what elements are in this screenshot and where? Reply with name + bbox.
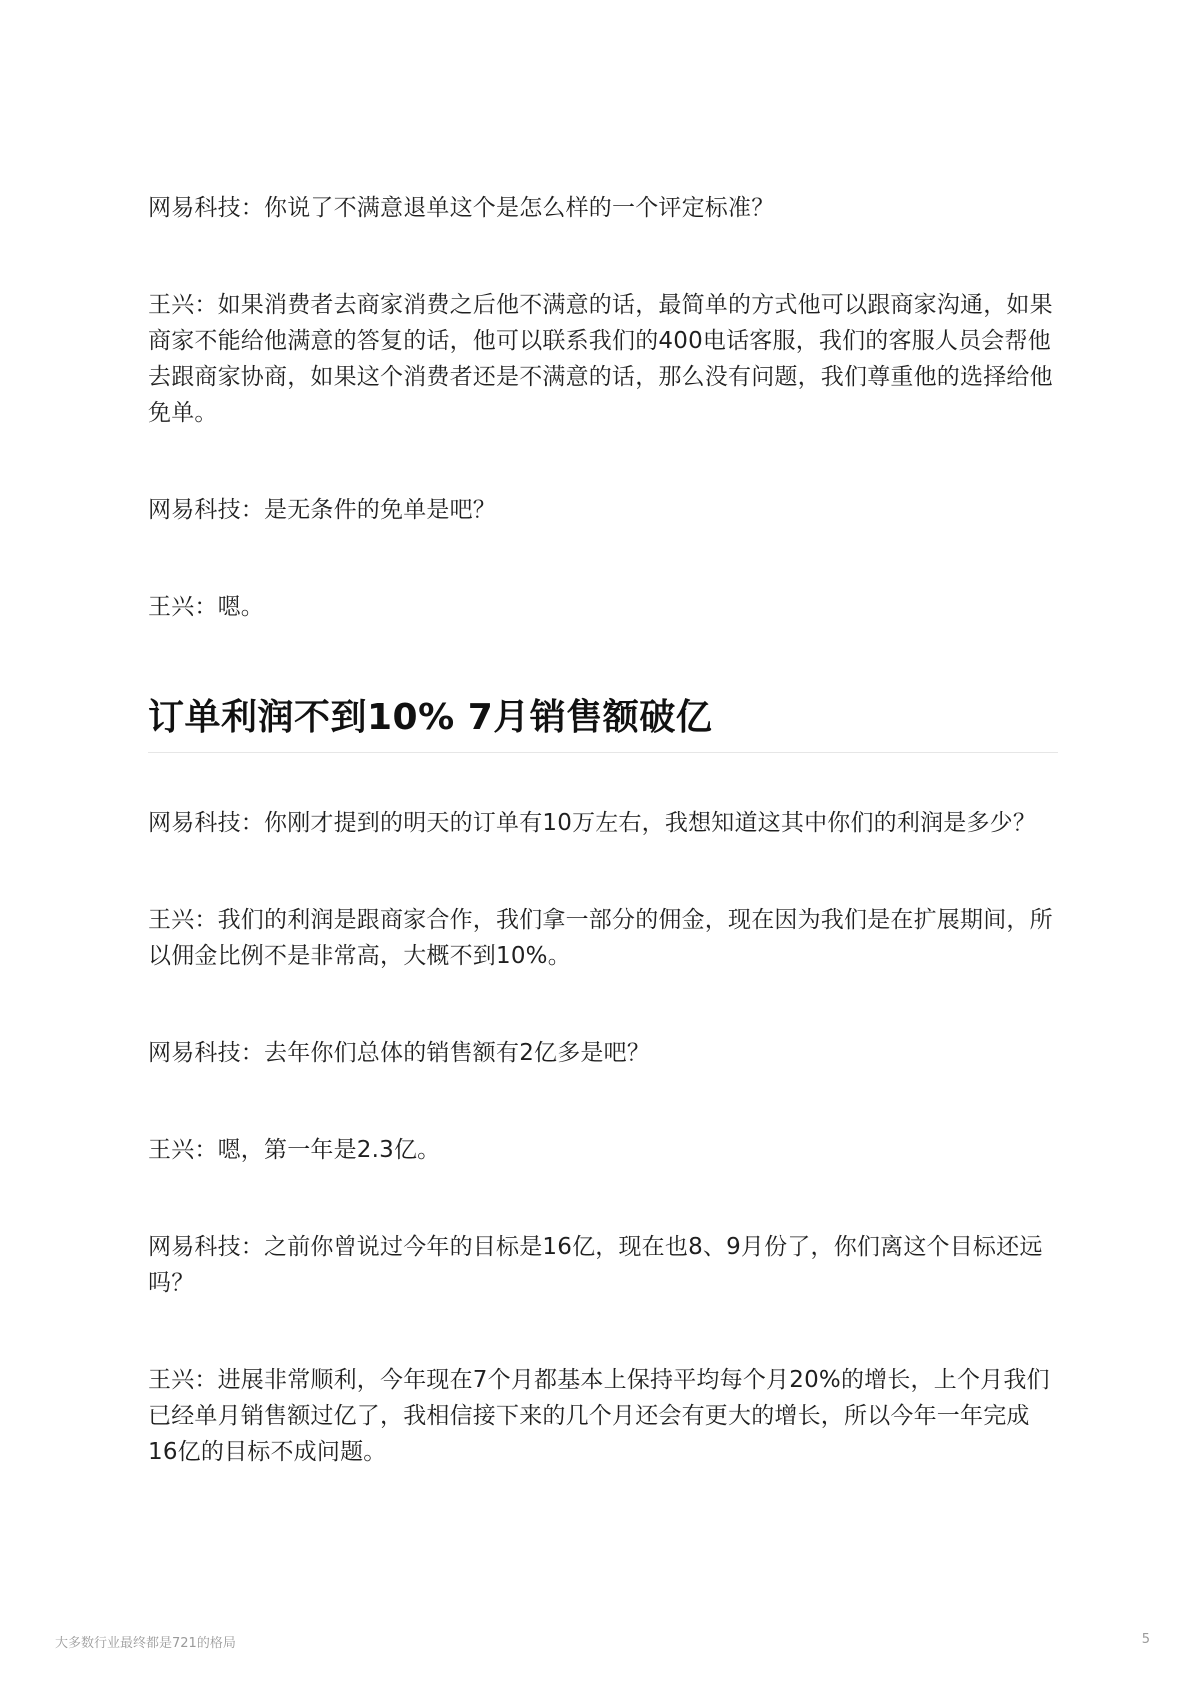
article-body [148, 190, 1058, 1470]
paragraph-question-refund-criteria: 网易科技：你说了不满意退单这个是怎么样的一个评定标准？ [148, 195, 775, 221]
paragraph-question-sales-last-year: 网易科技：去年你们总体的销售额有2亿多是吧？ [148, 1040, 651, 1066]
paragraph-answer-sales-last-year: 王兴：嗯，第一年是2.3亿。 [148, 1137, 441, 1163]
paragraph-answer-target: 王兴：进展非常顺利，今年现在7个月都基本上保持平均每个月20%的增长，上个月我们已经单月销售额过亿了，我相信接下来的几个月还会有更大的增长，所以今年一年完成16亿的目标不成问题。 [148, 1367, 1050, 1465]
paragraph-answer-yes: 王兴：嗯。 [148, 594, 264, 620]
paragraph-question-profit: 网易科技：你刚才提到的明天的订单有10万左右，我想知道这其中你们的利润是多少？ [148, 810, 1037, 836]
footer-document-title: 大多数行业最终都是721的格局 [55, 1636, 236, 1651]
paragraph-question-target: 网易科技：之前你曾说过今年的目标是16亿，现在也8、9月份了，你们离这个目标还远吗？ [148, 1234, 1043, 1296]
section-heading: 订单利润不到10% 7月销售额破亿 [148, 697, 713, 738]
paragraph-answer-profit: 王兴：我们的利润是跟商家合作，我们拿一部分的佣金，现在因为我们是在扩展期间，所以佣金比例不是非常高，大概不到10%。 [148, 907, 1053, 969]
paragraph-answer-refund-process: 王兴：如果消费者去商家消费之后他不满意的话，最简单的方式他可以跟商家沟通，如果商家不能给他满意的答复的话，他可以联系我们的400电话客服，我们的客服人员会帮他去跟商家协商，如果这个消费者还是不满意的话，那么没有问题，我们尊重他的选择给他免单。 [148, 292, 1053, 426]
footer-page-number: 5 [1141, 1632, 1150, 1647]
paragraph-question-unconditional: 网易科技：是无条件的免单是吧？ [148, 497, 496, 523]
